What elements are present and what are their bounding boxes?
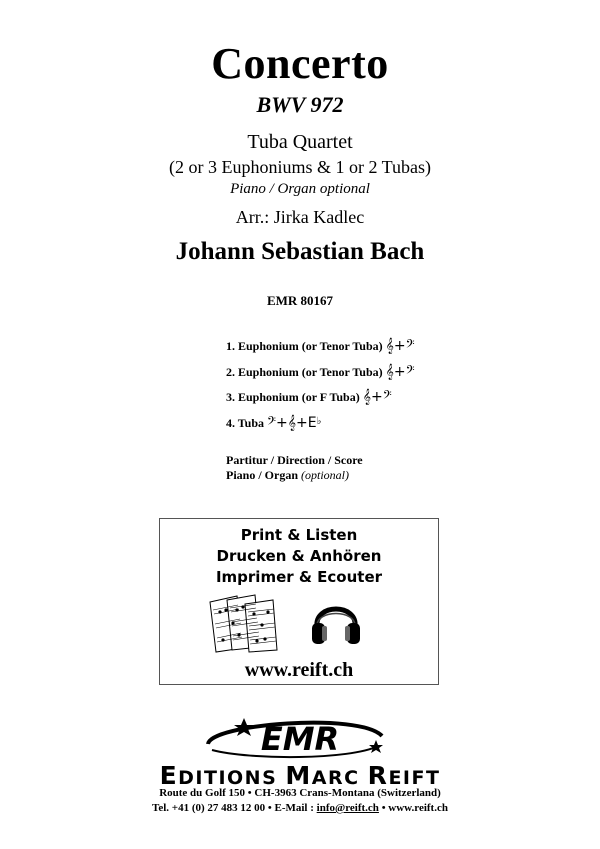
- contact-suffix: • www.reift.ch: [378, 802, 448, 814]
- publisher-address: Route du Golf 150 • CH-3963 Crans-Montana (Switzerland): [159, 787, 441, 799]
- part-item: [226, 338, 415, 354]
- publisher-initial-e: E: [159, 761, 179, 790]
- instrumentation-detail: (2 or 3 Euphoniums & 1 or 2 Tubas): [168, 157, 431, 177]
- website-link[interactable]: www.reift.ch: [244, 659, 354, 681]
- clef-icon: 𝄞+𝄢: [385, 364, 415, 380]
- promo-line-3: Imprimer & Ecouter: [215, 568, 383, 586]
- part-label: 1. Euphonium (or Tenor Tuba): [226, 339, 383, 353]
- optional-note: Piano / Organ optional: [230, 181, 370, 197]
- headphones-icon: [310, 593, 362, 649]
- instrumentation: Tuba Quartet: [247, 131, 353, 153]
- promo-line-1: Print & Listen: [240, 526, 358, 544]
- emr-logo: [150, 712, 450, 762]
- publisher-name-part2: ARC: [311, 767, 368, 789]
- catalog-number: EMR 80167: [266, 293, 334, 308]
- contact-prefix: Tel. +41 (0) 27 483 12 00 • E-Mail :: [152, 802, 317, 814]
- title: Concerto: [211, 39, 389, 88]
- piano-label: [226, 468, 349, 483]
- piano-label-text: Piano / Organ: [226, 468, 299, 482]
- publisher-name-part3: EIFT: [388, 767, 441, 789]
- publisher-contact: [0, 802, 600, 814]
- sheet-music-icon: [207, 592, 279, 654]
- clef-icon: 𝄞+𝄢: [362, 389, 392, 405]
- publisher-initial-r: R: [367, 761, 389, 790]
- part-label: 3. Euphonium (or F Tuba): [226, 390, 360, 404]
- flat-icon: ♭: [316, 416, 322, 427]
- part-item: [226, 364, 415, 380]
- email-link[interactable]: info@reift.ch: [316, 802, 379, 814]
- part-item: [226, 389, 392, 405]
- publisher-name: [0, 761, 600, 790]
- publisher-initial-m: M: [285, 761, 312, 790]
- clef-icon: 𝄢+𝄞+E: [267, 415, 317, 431]
- composer: Johann Sebastian Bach: [175, 238, 425, 265]
- print-listen-box: [159, 518, 439, 685]
- publisher-name-part1: DITIONS: [178, 767, 286, 789]
- piano-optional: (optional): [301, 468, 350, 482]
- arranger: Arr.: Jirka Kadlec: [235, 207, 365, 227]
- part-item: [226, 415, 321, 431]
- promo-line-2: Drucken & Anhören: [216, 547, 382, 565]
- part-label: 2. Euphonium (or Tenor Tuba): [226, 365, 383, 379]
- score-label: Partitur / Direction / Score: [226, 453, 363, 467]
- clef-icon: 𝄞+𝄢: [385, 338, 415, 354]
- svg-text:EMR: EMR: [260, 720, 340, 758]
- part-label: 4. Tuba: [226, 416, 265, 430]
- subtitle: BWV 972: [256, 92, 344, 117]
